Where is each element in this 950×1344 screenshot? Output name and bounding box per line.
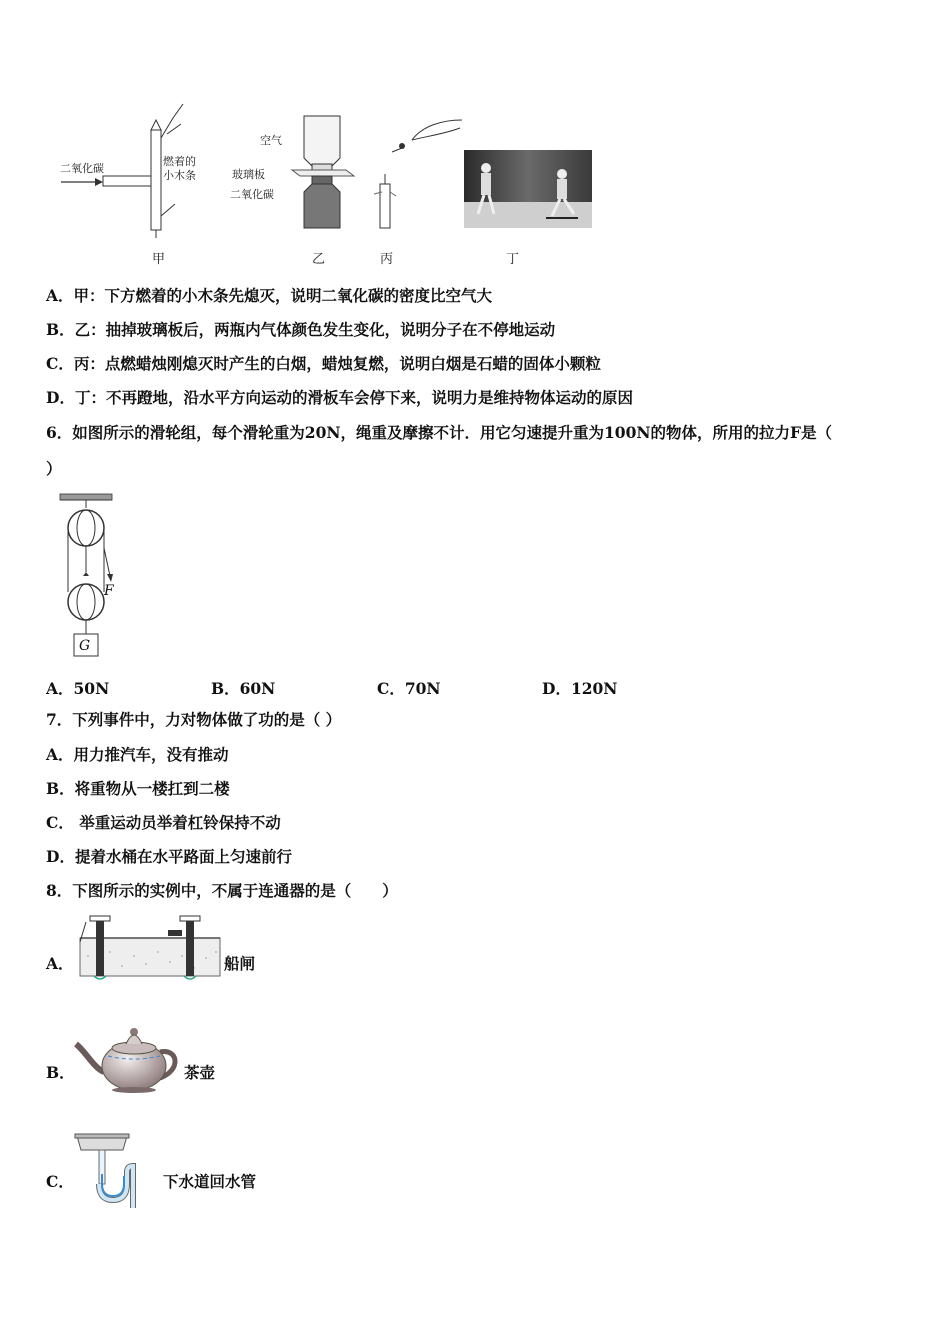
- weight-label: G: [79, 638, 91, 654]
- drain-trap-image: [73, 1130, 143, 1212]
- caption-ding: 丁: [506, 252, 520, 267]
- q8-option-a-letter[interactable]: A．: [46, 954, 74, 973]
- teapot-image: [74, 1022, 184, 1094]
- yi-glass-label: 玻璃板: [232, 168, 265, 181]
- pulley-diagram: [56, 492, 136, 662]
- q6-option-c[interactable]: C．70N: [377, 679, 441, 698]
- q5-option-b[interactable]: B．乙：抽掉玻璃板后，两瓶内气体颜色发生变化，说明分子在不停地运动: [46, 320, 556, 339]
- force-label: F: [104, 583, 114, 599]
- ship-lock-image: [76, 912, 226, 982]
- q6-option-d[interactable]: D．120N: [542, 679, 618, 698]
- q7-option-c[interactable]: C． 举重运动员举着杠铃保持不动: [46, 813, 281, 832]
- figure-bing: [372, 112, 472, 232]
- q6-option-a[interactable]: A．50N: [46, 679, 110, 698]
- q8-stem: 8．下图所示的实例中，不属于连通器的是（ ）: [46, 881, 398, 900]
- caption-yi: 乙: [312, 252, 326, 267]
- yi-co2-label: 二氧化碳: [230, 188, 274, 201]
- q6-option-b[interactable]: B．60N: [211, 679, 276, 698]
- q5-option-c[interactable]: C．丙：点燃蜡烛刚熄灭时产生的白烟，蜡烛复燃，说明白烟是石蜡的固体小颗粒: [46, 354, 601, 373]
- caption-bing: 丙: [380, 252, 394, 267]
- caption-jia: 甲: [152, 252, 166, 267]
- q8-option-b-letter[interactable]: B．: [46, 1063, 75, 1082]
- jia-stick-label: 燃着的 小木条: [163, 155, 196, 182]
- q8-option-c-name[interactable]: 下水道回水管: [163, 1172, 257, 1191]
- figure-ding: [464, 150, 592, 228]
- q5-option-d[interactable]: D．丁：不再蹬地，沿水平方向运动的滑板车会停下来，说明力是维持物体运动的原因: [46, 388, 633, 407]
- q8-option-b-name[interactable]: 茶壶: [184, 1063, 216, 1082]
- figure-yi: [292, 112, 372, 252]
- q7-option-b[interactable]: B．将重物从一楼扛到二楼: [46, 779, 230, 798]
- q7-stem: 7．下列事件中，力对物体做了功的是（ ）: [46, 710, 342, 729]
- q5-option-a[interactable]: A．甲：下方燃着的小木条先熄灭，说明二氧化碳的密度比空气大: [46, 286, 493, 305]
- q6-stem: 6．如图所示的滑轮组，每个滑轮重为20N，绳重及摩擦不计．用它匀速提升重为100N的物体，所用的拉力F是（: [46, 423, 833, 442]
- jia-co2-label: 二氧化碳: [60, 162, 104, 175]
- yi-air-label: 空气: [260, 134, 282, 147]
- figure-jia: [55, 98, 235, 258]
- q6-stem-close: ）: [46, 459, 62, 478]
- q8-option-a-name[interactable]: 船闸: [224, 954, 256, 973]
- q8-option-c-letter[interactable]: C．: [46, 1172, 74, 1191]
- q7-option-d[interactable]: D．提着水桶在水平路面上匀速前行: [46, 847, 292, 866]
- q7-option-a[interactable]: A．用力推汽车，没有推动: [46, 745, 229, 764]
